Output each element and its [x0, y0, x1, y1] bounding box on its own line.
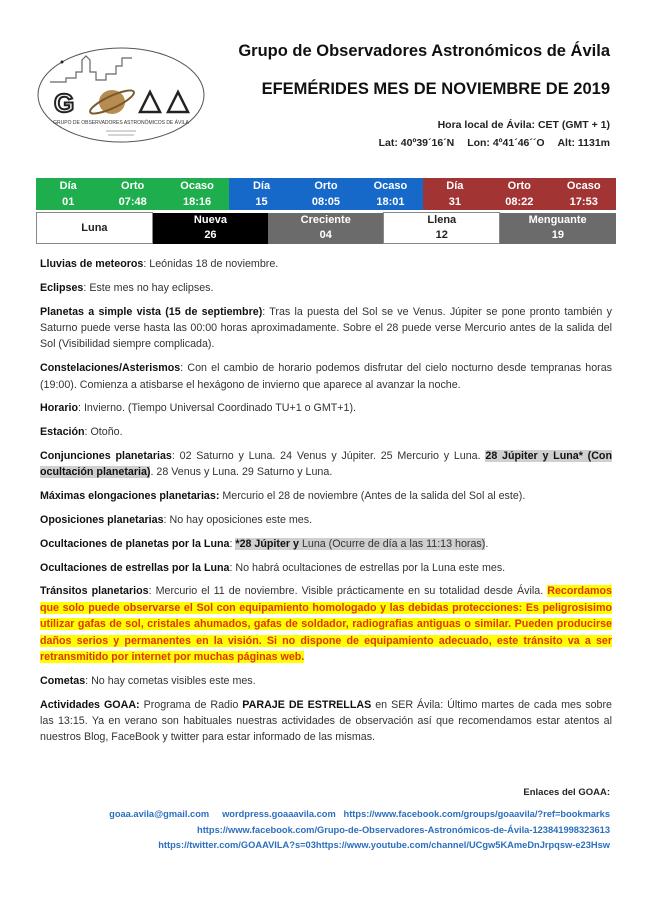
organization-title: Grupo de Observadores Astronómicos de Ávila — [238, 42, 610, 60]
sun-header: Día — [36, 178, 100, 194]
section-label: Ocultaciones de estrellas por la Luna — [40, 561, 230, 574]
moon-phase-day: 19 — [500, 228, 616, 244]
section-label: Oposiciones planetarias — [40, 514, 164, 526]
sun-value: 01 — [36, 194, 100, 210]
section-text: : — [229, 537, 236, 550]
email-link[interactable]: goaa.avila@gmail.com — [109, 809, 210, 819]
moon-phase-day: 04 — [268, 228, 384, 244]
goaa-logo — [36, 46, 206, 144]
local-time: Hora local de Ávila: CET (GMT + 1) — [437, 119, 610, 131]
section-label: Cometas — [40, 674, 86, 687]
planet-occultations-section — [40, 536, 612, 552]
svg-text:GRUPO DE OBSERVADORES ASTRONÓM: GRUPO DE OBSERVADORES ASTRONÓMICOS DE ÁVILA — [53, 120, 189, 126]
radio-program-name: PARAJE DE ESTRELLAS — [242, 698, 372, 711]
sun-value: 17:53 — [552, 194, 617, 210]
ephemeris-body — [40, 256, 612, 753]
sun-header: Orto — [100, 178, 164, 194]
sun-value: 15 — [229, 194, 293, 210]
sun-header: Ocaso — [358, 178, 422, 194]
planets-section — [40, 304, 612, 353]
section-text: : Mercurio el 11 de noviembre. Visible prácticamente en su totalidad desde Ávila. — [148, 585, 548, 598]
sun-values-row — [36, 194, 616, 210]
highlighted-conjunction: 28 Júpiter y Luna* (Con ocultación planetaria) — [40, 450, 612, 479]
section-text: . — [485, 537, 489, 550]
section-text: : Este mes no hay eclipses. — [83, 281, 214, 294]
facebook-group-link[interactable]: https://www.facebook.com/groups/goaavila/?ref=bookmarks — [343, 809, 610, 819]
ephemeris-title: EFEMÉRIDES MES DE NOVIEMBRE DE 2019 — [261, 80, 610, 98]
sun-header: Ocaso — [165, 178, 229, 194]
sun-value: 07:48 — [100, 194, 164, 210]
meteors-section — [40, 256, 612, 272]
section-text: : Invierno. (Tiempo Universal Coordinado TU+1 o GMT+1). — [78, 402, 357, 415]
section-text: : No hay oposiciones este mes. — [163, 514, 313, 526]
sun-value: 08:05 — [294, 194, 358, 210]
section-label: Horario — [40, 402, 79, 415]
sun-header: Ocaso — [552, 178, 617, 194]
section-text: en SER Ávila: Último martes de cada mes sobre las 13:15. Ya en verano son habituales nuestras actividades de observación así que recomendamos estar atentos al nuestros Blog, FaceBook y twitter para estar informado de las mismas. — [40, 698, 613, 744]
moon-phase-day: 12 — [384, 228, 500, 244]
section-label: Eclipses — [40, 281, 84, 294]
sun-value: 08:22 — [487, 194, 551, 210]
moon-phase-name: Llena — [384, 213, 500, 229]
altitude: Alt: 1131m — [557, 137, 610, 149]
section-label: Conjunciones planetarias — [40, 450, 172, 462]
links-block — [50, 807, 610, 854]
star-icon — [61, 61, 64, 64]
section-text: : Otoño. — [84, 426, 123, 439]
sun-header: Día — [423, 178, 487, 194]
eclipses-section — [40, 280, 612, 296]
sun-header-row — [36, 178, 616, 194]
section-label: Estación — [40, 426, 85, 439]
links-title: Enlaces del GOAA: — [523, 787, 610, 798]
ephemeris-table — [36, 178, 616, 210]
section-text: : Leónidas 18 de noviembre. — [143, 258, 279, 270]
moon-phase-day: 26 — [152, 228, 268, 244]
sun-header: Día — [229, 178, 293, 194]
comets-section — [40, 673, 612, 689]
longitude: Lon: 4º41´46´´O — [467, 137, 545, 149]
conjunctions-section — [40, 448, 612, 481]
sun-header: Orto — [487, 178, 551, 194]
svg-text:G: G — [54, 88, 89, 118]
section-label: Constelaciones/Asterismos — [40, 362, 181, 375]
moon-phase-name: Nueva — [152, 213, 268, 229]
section-text: : No habrá ocultaciones de estrellas por la Luna este mes. — [229, 561, 506, 574]
section-text: : Con el cambio de horario podemos disfrutar del cielo nocturno desde tempranas horas (19:00). Comienza a atisbarse el hexágono de invierno que aparece al avanzar la noche. — [40, 362, 612, 391]
moon-phase-name: Creciente — [268, 213, 384, 229]
section-text: Mercurio el 28 de noviembre (Antes de la salida del Sol al este). — [219, 490, 526, 503]
twitter-youtube-link[interactable]: https://twitter.com/GOAAVILA?s=03https://www.youtube.com/channel/UCgw5KAmeDnJrpqsw-e23Hsw — [158, 840, 610, 851]
coordinates — [379, 137, 610, 149]
wordpress-link[interactable]: wordpress.goaaavila.com — [222, 809, 336, 819]
section-text: Programa de Radio — [139, 698, 243, 711]
season-section — [40, 424, 612, 440]
sun-value: 31 — [423, 194, 487, 210]
moon-phases-table — [36, 212, 616, 244]
elongations-section — [40, 488, 612, 504]
section-label: Tránsitos planetarios — [40, 585, 149, 598]
sun-header: Orto — [294, 178, 358, 194]
sun-value: 18:16 — [165, 194, 229, 210]
sun-value: 18:01 — [358, 194, 422, 210]
highlighted-occultation: *28 Júpiter y — [235, 537, 299, 550]
section-label: Actividades GOAA: — [40, 698, 140, 711]
oppositions-section — [40, 512, 612, 528]
saturn-icon — [99, 90, 125, 114]
section-text: : 02 Saturno y Luna. 24 Venus y Júpiter. 25 Mercurio y Luna. — [171, 450, 486, 462]
section-label: Planetas a simple vista (15 de septiembre) — [40, 305, 263, 318]
section-label: Ocultaciones de planetas por la Luna — [40, 537, 230, 550]
star-occultations-section — [40, 560, 612, 576]
activities-section — [40, 697, 612, 746]
section-label: Máximas elongaciones planetarias: — [40, 490, 220, 503]
section-text: . 28 Venus y Luna. 29 Saturno y Luna. — [150, 466, 333, 479]
highlighted-occultation-detail: Luna (Ocurre de día a las 11:13 horas) — [298, 537, 486, 550]
transits-section — [40, 583, 612, 665]
latitude: Lat: 40º39´16´N — [378, 137, 455, 149]
constellations-section — [40, 360, 612, 393]
section-text: : Tras la puesta del Sol se ve Venus. Júpiter se pone pronto también y Saturno puede verse hasta las 00:00 horas aproximadamente. Sobre el 28 puede verse Mercurio antes de la salida del Sol (Visibilidad siempre complicada). — [40, 305, 612, 351]
section-text: : No hay cometas visibles este mes. — [85, 674, 256, 687]
section-label: Lluvias de meteoros — [40, 258, 144, 270]
facebook-page-link[interactable]: https://www.facebook.com/Grupo-de-Observadores-Astronómicos-de-Ávila-123841998323613 — [197, 824, 610, 835]
moon-phase-name: Menguante — [500, 213, 616, 229]
solar-safety-warning: Recordamos que solo puede observarse el Sol con equipamiento homologado y las debidas protecciones: Es peligrosisimo utilizar gafas de sol, cristales ahumados, gafas de soldador, radiografias antiguas o similar. Pueden producirse daños serios y permanentes en la visión. Si no dispone de equipamiento adecuado, este tránsito va a ser retransmitido por internet por muchas páginas web. — [40, 585, 612, 664]
schedule-section — [40, 400, 612, 416]
moon-label: Luna — [37, 213, 153, 244]
